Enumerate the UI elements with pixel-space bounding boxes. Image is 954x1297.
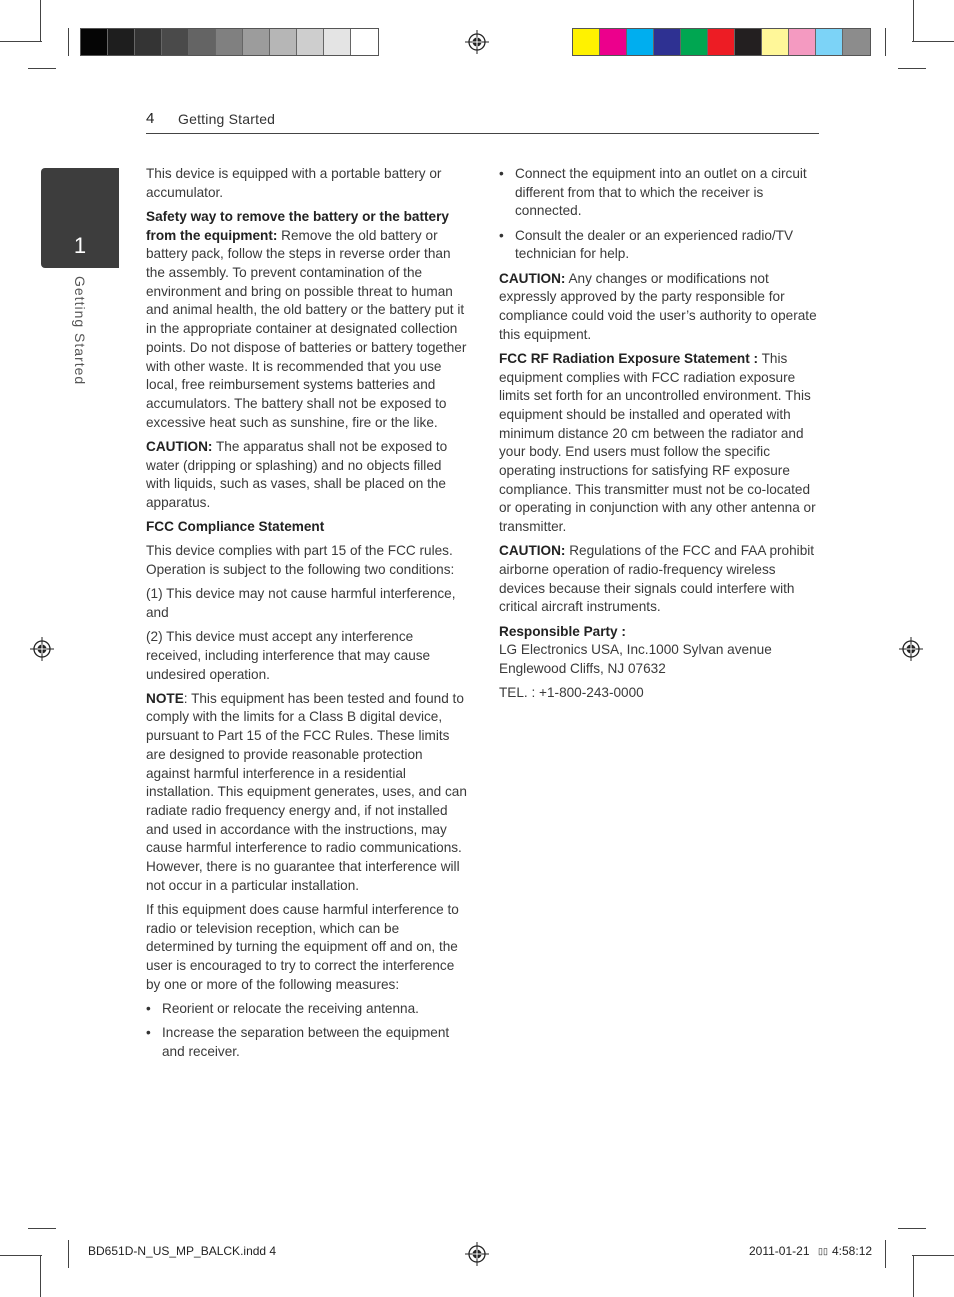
paragraph-text: This equipment complies with FCC radiation exposure limits set forth for an uncontrolled environment. This equipment should be installed and operated with minimum distance 20 cm between the radiator and your body. End users must follow the specific operating instructions for satisfying RF exposure compliance. This transmitter must not be co-located or operating in conjunction with any other antenna or transmitter. (499, 350, 816, 535)
paragraph (146, 438, 468, 513)
gray-swatch (189, 29, 216, 55)
paragraph-heading: FCC RF Radiation Exposure Statement : (499, 350, 759, 366)
crop-mark (0, 41, 42, 42)
crop-mark (28, 1228, 56, 1229)
footer-file-name: BD651D-N_US_MP_BALCK.indd 4 (88, 1244, 277, 1258)
paragraph-text: This device complies with part 15 of the FCC rules. Operation is subject to the following two conditions: (146, 543, 455, 578)
color-swatch (762, 29, 789, 55)
paragraph-text: TEL. : +1-800-243-0000 (499, 685, 644, 701)
paragraph (146, 690, 468, 896)
section-title: Getting Started (178, 111, 276, 127)
grayscale-color-bar (80, 28, 379, 56)
chapter-number: 1 (73, 233, 87, 258)
footer-date: 2011-01-21 (749, 1244, 810, 1258)
gray-swatch (270, 29, 297, 55)
crop-mark (40, 1255, 41, 1297)
paragraph-heading: Safety way to remove the battery or the battery from the equipment: (146, 208, 449, 243)
color-swatch (627, 29, 654, 55)
paragraph (146, 208, 468, 432)
color-swatch (573, 29, 600, 55)
paragraph (146, 165, 468, 202)
footer-time-glyph: ▯▯ (818, 1246, 828, 1256)
paragraph-heading: CAUTION: (499, 543, 566, 559)
bullet-item (146, 1024, 468, 1061)
gray-swatch (216, 29, 243, 55)
footer-time: 4:58:12 (832, 1244, 873, 1258)
paragraph-heading: FCC Compliance Statement (146, 519, 325, 535)
gray-swatch (243, 29, 270, 55)
registration-mark-icon (899, 637, 923, 661)
registration-mark-icon (465, 1242, 489, 1266)
color-swatch (708, 29, 735, 55)
bullet-item (499, 227, 821, 264)
color-swatch (735, 29, 762, 55)
gray-swatch (324, 29, 351, 55)
header-divider (146, 133, 819, 134)
crop-mark (68, 28, 69, 56)
gray-swatch (108, 29, 135, 55)
paragraph (146, 901, 468, 995)
color-swatch (843, 29, 870, 55)
paragraph-text: Regulations of the FCC and FAA prohibit airborne operation of radio-frequency wireless devices because their signals could interfere with critical aircraft instruments. (499, 543, 815, 615)
crop-mark (913, 0, 914, 42)
paragraph-text: Any changes or modifications not expressly approved by the party responsible for compliance could void the user’s authority to operate this equipment. (499, 270, 817, 342)
paragraph-text: : This equipment has been tested and found to comply with the limits for a Class B digital device, pursuant to Part 15 of the FCC Rules. These limits are designed to provide reasonable protection against harmful interference in a residential installation. This equipment generates, uses, and can radiate radio frequency energy and, if not installed and used in accordance with the instructions, may cause harmful interference to radio communications. However, there is no guarantee that interference will not occur in a particular installation. (146, 690, 467, 893)
registration-mark-icon (30, 637, 54, 661)
color-swatch (654, 29, 681, 55)
crop-mark (68, 1240, 69, 1268)
crop-mark (885, 1240, 886, 1268)
bullet-item (499, 165, 821, 221)
paragraph-text: Increase the separation between the equipment and receiver. (162, 1025, 450, 1059)
paragraph (146, 628, 468, 684)
crop-mark (912, 1255, 954, 1256)
bullet-item (146, 1000, 468, 1019)
color-swatch (789, 29, 816, 55)
chapter-label: Getting Started (72, 276, 88, 386)
crop-mark (885, 28, 886, 56)
crop-mark (0, 1255, 42, 1256)
address-line: LG Electronics USA, Inc.1000 Sylvan avenue (499, 642, 772, 658)
paragraph (146, 542, 468, 579)
paragraph-heading: CAUTION: (146, 438, 213, 454)
paragraph-text: This device is equipped with a portable battery or accumulator. (146, 166, 442, 200)
paragraph-text: Remove the old battery or battery pack, follow the steps in reverse order than the assembly. To prevent contamination of the environment and bring on possible threat to human and animal health, the old battery or the battery put it in the appropriate container at designated collection points. Do not dispose of batteries or battery together with other waste. It is recommended that you use local, free reimbursement systems batteries and accumulators. The battery shall not be exposed to excessive heat such as sunshine, fire or the like. (146, 227, 467, 430)
paragraph (146, 585, 468, 622)
paragraph-text: (2) This device must accept any interference received, including interference that may cause undesired operation. (146, 629, 431, 682)
paragraph (499, 270, 821, 345)
left-text-column (146, 165, 468, 1067)
paragraph (499, 542, 821, 617)
address-line: Englewood Cliffs, NJ 07632 (499, 661, 666, 677)
gray-swatch (135, 29, 162, 55)
paragraph (499, 623, 821, 679)
paragraph-heading: CAUTION: (499, 270, 566, 286)
crop-mark (898, 68, 926, 69)
process-color-bar (572, 28, 871, 56)
color-swatch (600, 29, 627, 55)
paragraph-text: Reorient or relocate the receiving antenna. (162, 1001, 419, 1017)
gray-swatch (297, 29, 324, 55)
gray-swatch (351, 29, 378, 55)
crop-mark (28, 68, 56, 69)
paragraph-text: Consult the dealer or an experienced radio/TV technician for help. (515, 227, 794, 262)
paragraph-text: (1) This device may not cause harmful interference, and (146, 586, 456, 620)
paragraph-text: If this equipment does cause harmful interference to radio or television reception, which can be determined by turning the equipment off and on, the user is encouraged to try to correct the interference by one or more of the following measures: (146, 902, 459, 992)
paragraph (146, 518, 468, 537)
paragraph-heading: Responsible Party : (499, 623, 626, 639)
gray-swatch (81, 29, 108, 55)
crop-mark (898, 1228, 926, 1229)
paragraph-text: The apparatus shall not be exposed to water (dripping or splashing) and no objects filled with liquids, such as vases, shall be placed on the apparatus. (146, 438, 448, 510)
page-number: 4 (146, 110, 155, 127)
paragraph (499, 684, 821, 703)
color-swatch (816, 29, 843, 55)
paragraph-heading: NOTE (146, 690, 184, 706)
crop-mark (913, 1255, 914, 1297)
crop-mark (40, 0, 41, 42)
crop-mark (912, 41, 954, 42)
paragraph (499, 350, 821, 537)
paragraph-text: Connect the equipment into an outlet on a circuit different from that to which the receiver is connected. (515, 166, 807, 219)
right-text-column (499, 165, 821, 708)
registration-mark-icon (465, 30, 489, 54)
color-swatch (681, 29, 708, 55)
gray-swatch (162, 29, 189, 55)
